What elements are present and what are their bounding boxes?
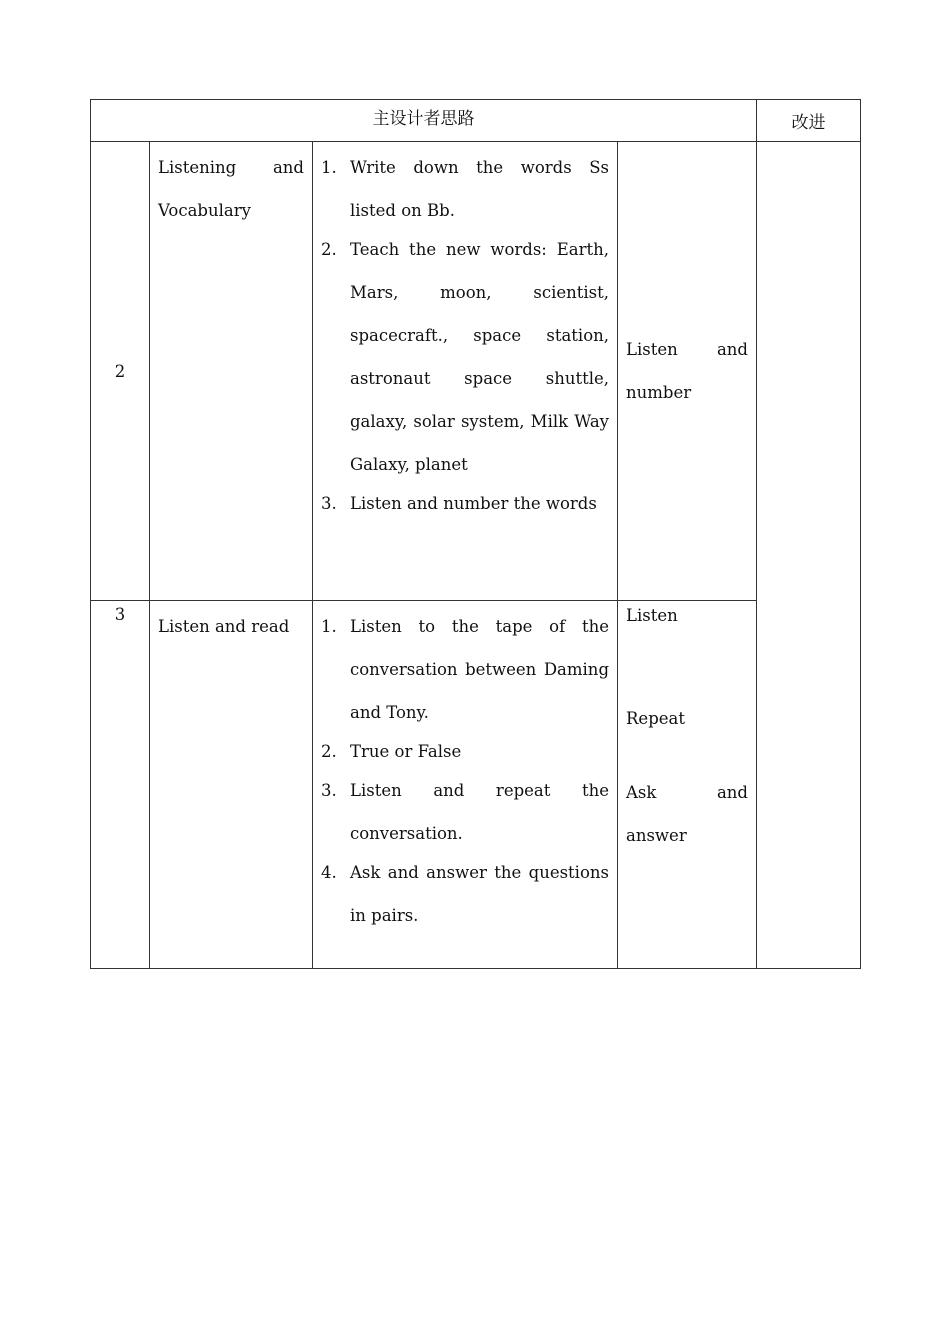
- step-number: 3.: [321, 494, 337, 513]
- step-number: 1.: [321, 158, 337, 177]
- list-item: [321, 146, 609, 232]
- step-number: 2.: [321, 742, 337, 761]
- step-number: 1.: [321, 617, 337, 636]
- section-title: [150, 142, 313, 601]
- step-text: True or False: [350, 742, 462, 761]
- section-title: [150, 601, 313, 969]
- step-text: Teach the new words: Earth, Mars, moon, scientist, spacecraft., space station, astronaut space shuttle, galaxy, solar system, Milk Way Galaxy, planet: [350, 240, 609, 474]
- row-number: 3: [91, 601, 150, 969]
- steps-cell: [313, 142, 618, 601]
- activity-line: number: [626, 383, 692, 402]
- step-number: 4.: [321, 863, 337, 882]
- activity-line: Ask and: [626, 783, 748, 802]
- step-number: 2.: [321, 240, 337, 259]
- step-text: Listen and repeat the conversation.: [350, 781, 609, 843]
- activity-line: Listen: [626, 606, 678, 625]
- improvement-cell: [757, 142, 861, 969]
- activity-cell: [618, 601, 757, 969]
- list-item: [321, 730, 609, 773]
- steps-list: [313, 601, 617, 937]
- list-item: [321, 851, 609, 937]
- steps-list: [313, 142, 617, 525]
- list-item: [321, 228, 609, 486]
- table-row: [91, 601, 861, 969]
- section-title-line: Listen and read: [158, 617, 290, 636]
- step-number: 3.: [321, 781, 337, 800]
- lesson-plan-table: [90, 99, 861, 969]
- step-text: Listen to the tape of the conversation between Daming and Tony.: [350, 617, 609, 722]
- steps-cell: [313, 601, 618, 969]
- section-title-line: Listening and: [158, 158, 304, 177]
- header-row: [91, 100, 861, 142]
- activity-cell: [618, 142, 757, 601]
- row-number: 2: [91, 142, 150, 601]
- activity-line: Repeat: [626, 709, 685, 728]
- list-item: [321, 605, 609, 734]
- list-item: [321, 769, 609, 855]
- section-title-line: Vocabulary: [158, 201, 251, 220]
- header-improvement: 改进: [757, 100, 861, 142]
- step-text: Ask and answer the questions in pairs.: [350, 863, 609, 925]
- table-row: [91, 142, 861, 601]
- activity-line: answer: [626, 826, 687, 845]
- activity-line: Listen and: [626, 340, 748, 359]
- header-main-designer-ideas: 主设计者思路: [91, 100, 757, 142]
- list-item: [321, 482, 609, 525]
- step-text: Write down the words Ss listed on Bb.: [350, 158, 609, 220]
- step-text: Listen and number the words: [350, 494, 597, 513]
